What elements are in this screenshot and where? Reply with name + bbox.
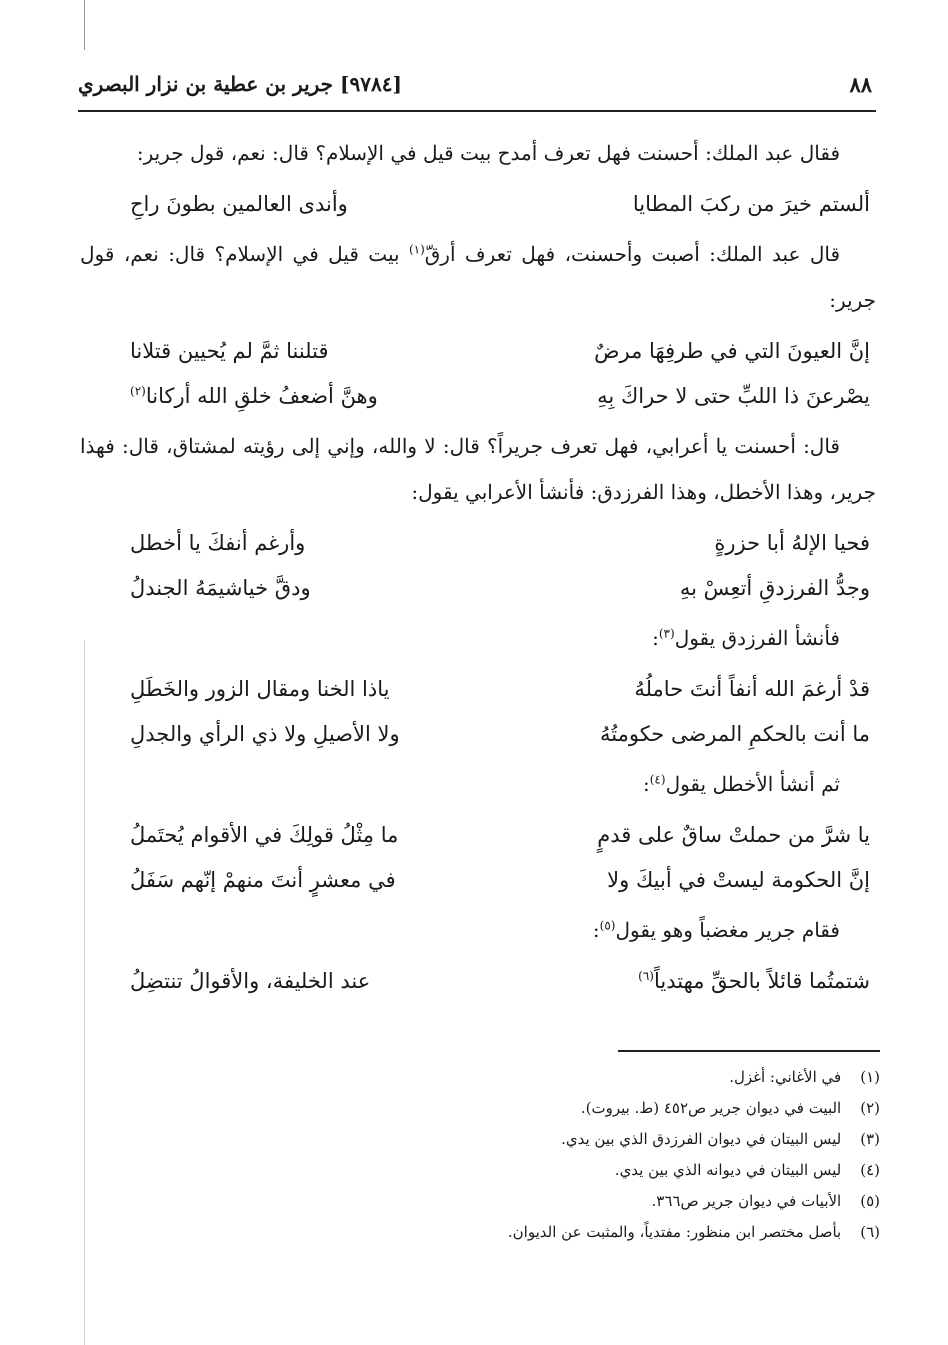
footnote — [80, 1217, 880, 1248]
verse-line — [80, 521, 876, 566]
paragraph-6 — [80, 907, 876, 953]
footnote — [80, 1155, 880, 1186]
verse-line — [80, 858, 876, 903]
footnote-ref-3: (٣) — [658, 626, 675, 641]
footnote — [80, 1186, 880, 1217]
page-header — [78, 70, 872, 104]
colon: : — [652, 626, 659, 650]
verse-line — [80, 329, 876, 374]
footnote-ref-5: (٥) — [599, 918, 616, 933]
verse-second-hemistich: في معشرٍ أنتَ منهمْ إنّهم سَفَلُ — [130, 868, 396, 892]
verse-line — [80, 566, 876, 611]
colon: : — [642, 772, 650, 796]
margin-line-top — [84, 0, 85, 50]
verse-second-hemistich — [80, 374, 378, 419]
footnote-ref-4: (٤) — [649, 772, 666, 787]
footnote-ref-2: (٢) — [130, 384, 146, 398]
running-title: [٩٧٨٤] جرير بن عطية بن نزار البصري — [78, 72, 402, 96]
footnote-text: الأبيات في ديوان جرير ص٣٦٦. — [651, 1192, 842, 1210]
footnote-number: (٦) — [860, 1223, 880, 1241]
footnote-number: (١) — [860, 1068, 880, 1086]
poem-1 — [80, 182, 876, 227]
footnote-text: بأصل مختصر ابن منظور: مفتدياً، والمثبت عن الديوان. — [507, 1223, 842, 1241]
page-body — [80, 130, 876, 1008]
verse-first-hemistich-text: شتمتُما قائلاً بالحقِّ مهتدياً — [653, 969, 870, 993]
verse-second-hemistich: عند الخليفة، والأقوالُ تنتضِلُ — [130, 969, 371, 993]
verse-second-hemistich: قتلننا ثمَّ لم يُحيين قتلانا — [130, 339, 329, 363]
verse-second-hemistich: ودقَّ خياشيمَهُ الجندلُ — [130, 576, 311, 600]
footnote-text: البيت في ديوان جرير ص٤٥٢ (ط. بيروت). — [580, 1099, 842, 1117]
paragraph-2 — [80, 231, 876, 323]
verse-second-hemistich: ما مِثْلُ قولِكَ في الأقوام يُحتَملُ — [130, 823, 399, 847]
paragraph-5 — [80, 761, 876, 807]
footnote-number: (٢) — [860, 1099, 880, 1117]
poem-5 — [80, 813, 876, 903]
verse-line — [80, 667, 876, 712]
paragraph-2-text-cont: بيت قيل في الإسلام؟ قال: نعم، قول جرير: — [80, 242, 876, 312]
verse-second-hemistich: وأندى العالمين بطونَ راحِ — [130, 192, 348, 216]
footnote-ref-6: (٦) — [638, 969, 654, 983]
paragraph-4 — [80, 615, 876, 661]
verse-second-hemistich: وأرغم أنفكَ يا أخطل — [130, 531, 306, 555]
verse-second-hemistich: ولا الأصيلِ ولا ذي الرأي والجدلِ — [130, 722, 400, 746]
verse-first-hemistich: قدْ أرغمَ الله أنفاً أنتَ حاملُهُ — [634, 677, 870, 701]
footnote — [80, 1062, 880, 1093]
poem-6 — [80, 959, 876, 1004]
poem-3 — [80, 521, 876, 611]
verse-first-hemistich: ما أنت بالحكمِ المرضى حكومتُهُ — [600, 722, 870, 746]
footnotes — [80, 1062, 880, 1248]
colon: : — [592, 918, 600, 942]
poem-4 — [80, 667, 876, 757]
footnote-text: ليس البيتان في ديوانه الذي بين يدي. — [614, 1161, 842, 1179]
verse-first-hemistich: فحيا الإلهُ أبا حزرةٍ — [714, 531, 870, 555]
paragraph-2-text: قال عبد الملك: أصبت وأحسنت، فهل تعرف أرقّ — [424, 242, 841, 266]
paragraph-5-text: ثم أنشأ الأخطل يقول — [665, 772, 840, 796]
paragraph-6-text: فقام جرير مغضباً وهو يقول — [615, 918, 840, 942]
footnote-text: في الأغاني: أغزل. — [729, 1068, 842, 1086]
verse-line — [80, 813, 876, 858]
verse-second-hemistich-text: وهنَّ أضعفُ خلقِ الله أركانا — [145, 384, 378, 408]
footnote-number: (٥) — [860, 1192, 880, 1210]
verse-first-hemistich: ألستم خيرَ من ركبَ المطايا — [632, 192, 870, 216]
verse-first-hemistich: وجدُّ الفرزدقِ أتعِسْ بهِ — [679, 576, 870, 600]
footnote — [80, 1124, 880, 1155]
verse-line — [80, 374, 876, 419]
paragraph-1: فقال عبد الملك: أحسنت فهل تعرف أمدح بيت قيل في الإسلام؟ قال: نعم، قول جرير: — [136, 141, 840, 165]
verse-first-hemistich: إنَّ الحكومة ليستْ في أبيكَ ولا — [607, 868, 870, 892]
verse-line — [80, 182, 876, 227]
footnote-ref-1: (١) — [408, 242, 425, 257]
footnote — [80, 1093, 880, 1124]
verse-first-hemistich: يا شرَّ من حملتْ ساقٌ على قدمٍ — [597, 823, 870, 847]
verse-line — [80, 959, 876, 1004]
footnote-text: ليس البيتان في ديوان الفرزدق الذي بين يدي. — [561, 1130, 842, 1148]
verse-line — [80, 712, 876, 757]
verse-second-hemistich: ياذا الخنا ومقال الزور والخَطَلِ — [130, 677, 390, 701]
footnote-number: (٤) — [860, 1161, 880, 1179]
footnote-rule — [618, 1050, 880, 1052]
paragraph-3: قال: أحسنت يا أعرابي، فهل تعرف جريراً؟ قال: لا والله، وإني إلى رؤيته لمشتاق، قال: فهذا جرير، وهذا الأخطل، وهذا الفرزدق: فأنشأ الأعرابي يقول: — [80, 434, 876, 504]
verse-first-hemistich: إنَّ العيونَ التي في طرفِهَا مرضٌ — [594, 339, 870, 363]
header-rule — [78, 110, 876, 112]
verse-first-hemistich — [638, 959, 876, 1004]
verse-first-hemistich: يصْرعنَ ذا اللبِّ حتى لا حراكَ بِهِ — [597, 384, 870, 408]
paragraph-4-text: فأنشأ الفرزدق يقول — [674, 626, 840, 650]
poem-2 — [80, 329, 876, 419]
page-number: ٨٨ — [849, 72, 872, 97]
footnote-number: (٣) — [860, 1130, 880, 1148]
